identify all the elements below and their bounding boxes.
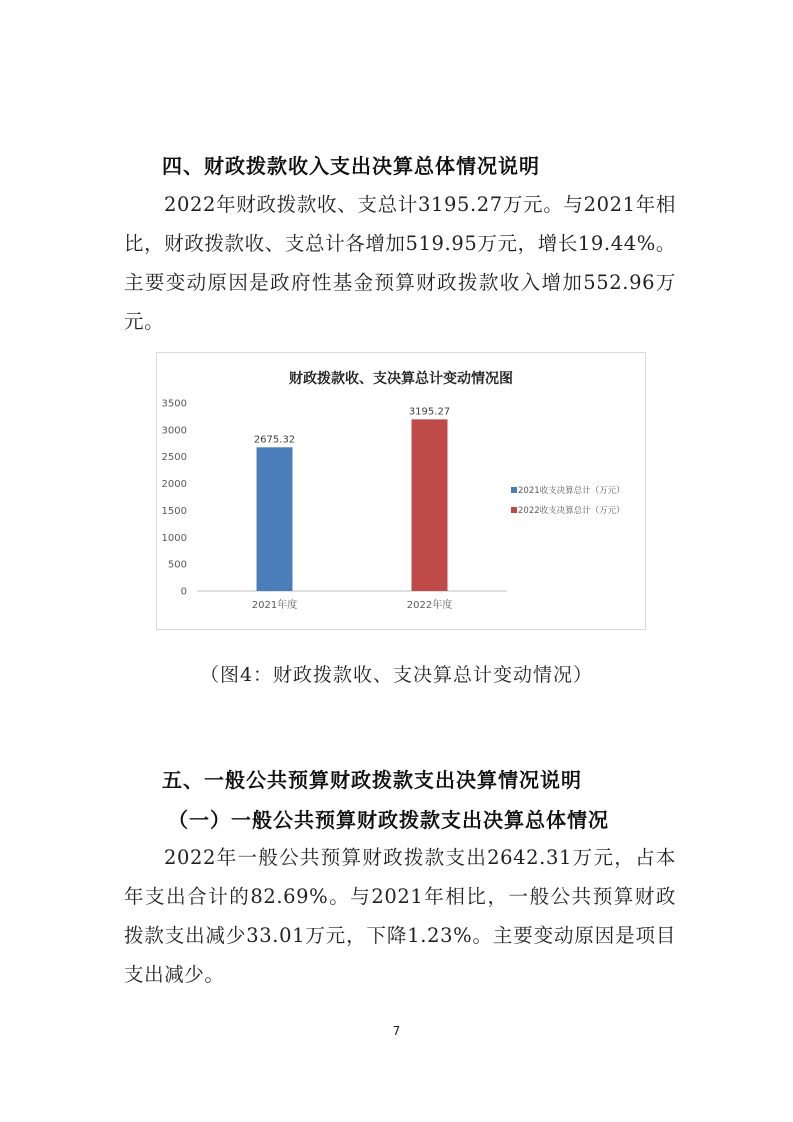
page-number: 7 <box>392 1024 401 1038</box>
x-tick-label: 2022年度 <box>406 600 453 611</box>
y-tick-label: 2500 <box>161 452 187 464</box>
y-tick-label: 2000 <box>161 479 187 491</box>
y-tick-label: 0 <box>180 586 187 598</box>
y-tick-label: 1500 <box>161 505 187 517</box>
chart-title: 财政拨款收、支决算总计变动情况图 <box>289 371 513 387</box>
legend-swatch <box>511 507 517 513</box>
chart-container <box>156 352 646 630</box>
data-label: 3195.27 <box>408 406 451 418</box>
section4-heading: 四、财政拨款收入支出决算总体情况说明 <box>162 154 540 178</box>
y-tick-label: 500 <box>167 559 187 571</box>
figure-caption: （图4：财政拨款收、支决算总计变动情况） <box>199 664 594 686</box>
section5-subheading: （一）一般公共预算财政拨款支出决算总体情况 <box>168 808 609 832</box>
section5-paragraph: 2022年一般公共预算财政拨款支出2642.31万元，占本年支出合计的82.69%。与2021年相比，一般公共预算财政拨款支出减少33.01万元，下降1.23%。主要变动原因是项目支出减少。 <box>124 846 676 986</box>
y-tick-label: 3000 <box>161 425 187 437</box>
legend-swatch <box>511 487 517 493</box>
data-label: 2675.32 <box>253 434 296 446</box>
bar-1 <box>257 447 293 591</box>
bar-chart <box>157 353 645 629</box>
legend-entry: 2022收支决算总计（万元） <box>518 506 625 516</box>
y-tick-label: 1000 <box>161 532 187 544</box>
section4-paragraph: 2022年财政拨款收、支总计3195.27万元。与2021年相比，财政拨款收、支总计各增加519.95万元，增长19.44%。主要变动原因是政府性基金预算财政拨款收入增加552.96万元。 <box>124 193 676 333</box>
bar-2 <box>412 419 448 591</box>
section5-heading: 五、一般公共预算财政拨款支出决算情况说明 <box>162 768 582 792</box>
legend-entry: 2021收支决算总计（万元） <box>518 486 625 496</box>
x-tick-label: 2021年度 <box>251 600 298 611</box>
y-tick-label: 3500 <box>161 398 187 410</box>
